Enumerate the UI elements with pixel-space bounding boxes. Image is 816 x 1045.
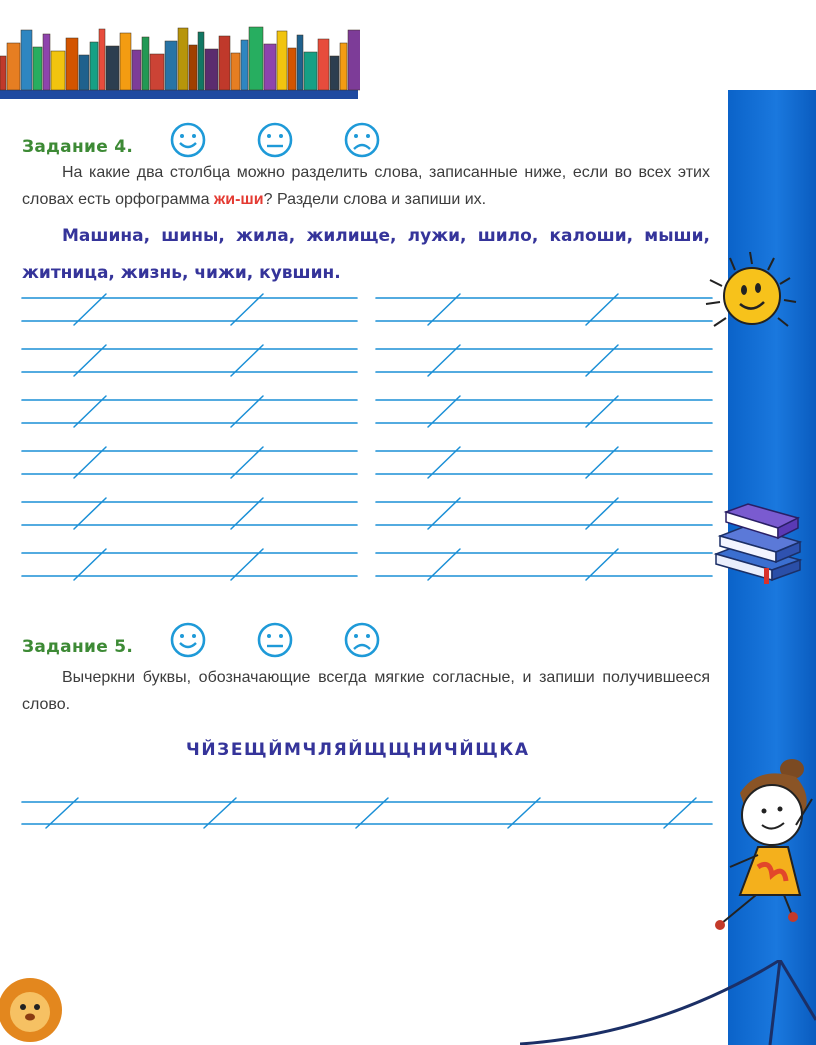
decorative-rope (520, 960, 816, 1045)
task5-title: Задание 5. (22, 637, 134, 657)
sad-smiley-icon[interactable] (342, 120, 382, 160)
task4-question: На какие два столбца можно разделить слова, записанные ниже, если во всех этих словах есть орфограмма жи-ши? Раздели слова и запиши их. (22, 164, 710, 208)
task5-letter-string: ЧЙЗЕЩЙМЧЛЯЙЩЩНИЧЙЩКА (186, 740, 530, 760)
task4-title: Задание 4. (22, 137, 134, 157)
bookshelf-illustration (0, 20, 360, 100)
book-stack-icon (712, 498, 804, 586)
task4-words-line2: житница, жизнь, чижи, кувшин. (22, 263, 341, 283)
sun-icon (700, 248, 800, 348)
task5-instruction: Вычеркни буквы, обозначающие всегда мягкие согласные, и запиши получившееся слово. (22, 669, 710, 713)
neutral-smiley-icon[interactable] (255, 120, 295, 160)
girl-illustration (700, 755, 816, 940)
sad-smiley-icon[interactable] (342, 620, 382, 660)
happy-smiley-icon[interactable] (168, 120, 208, 160)
task5-rating (168, 620, 408, 660)
happy-smiley-icon[interactable] (168, 620, 208, 660)
task4-words-line1: Машина, шины, жила, жилище, лужи, шило, калоши, мыши, (62, 226, 710, 246)
orthogram-highlight: жи-ши (213, 191, 264, 208)
neutral-smiley-icon[interactable] (255, 620, 295, 660)
lion-illustration (0, 960, 64, 1045)
task4-rating (168, 120, 408, 160)
